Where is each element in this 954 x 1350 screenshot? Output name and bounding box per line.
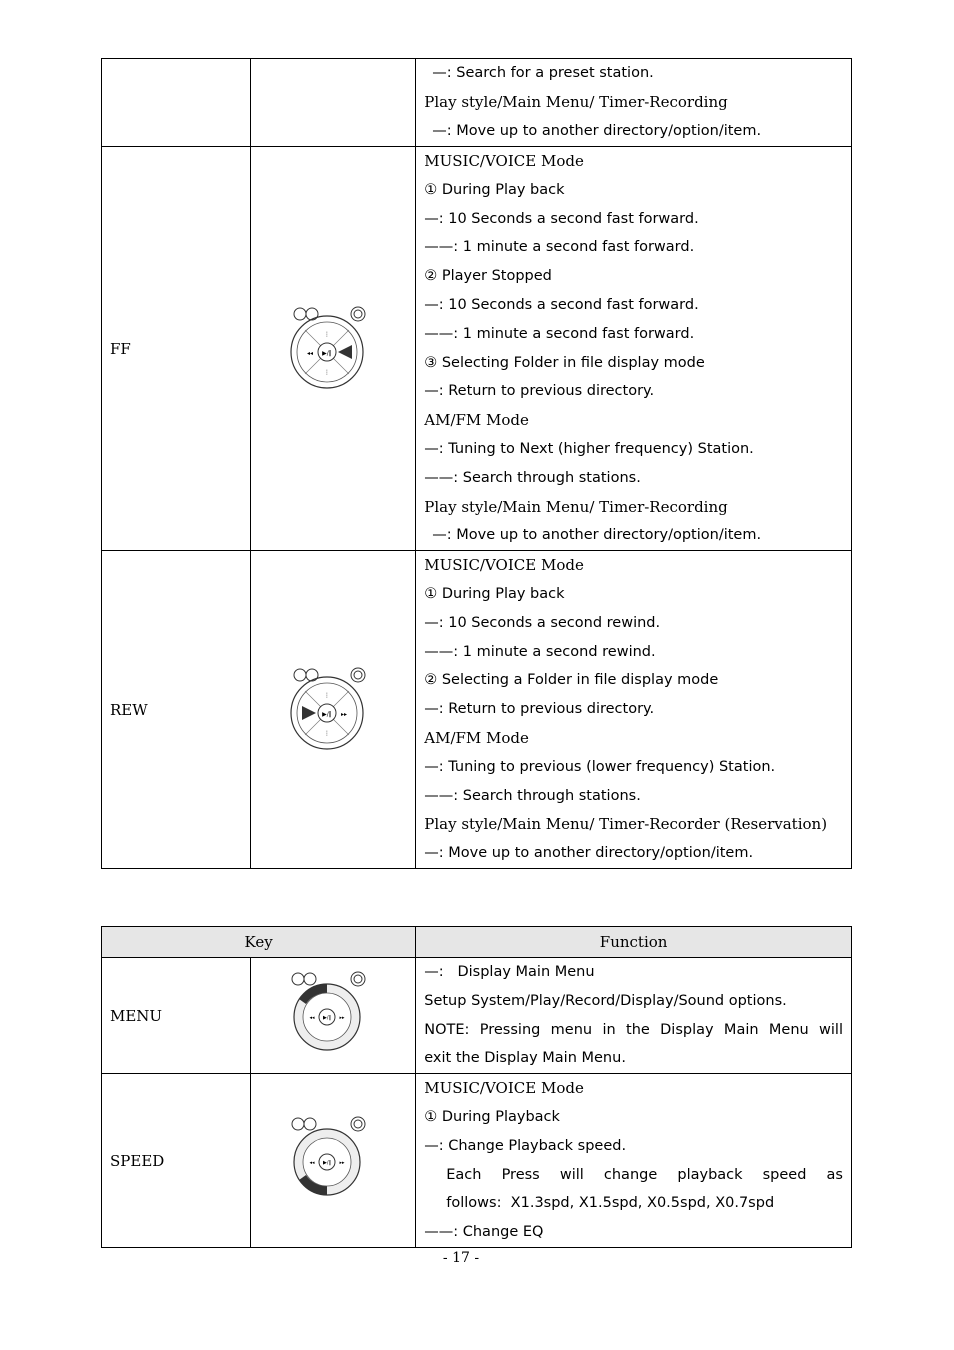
function-line: ——: 1 minute a second fast forward. bbox=[424, 239, 695, 256]
svg-text:▶/‖: ▶/‖ bbox=[322, 349, 332, 357]
table-header-row bbox=[102, 927, 852, 958]
function-line: —: 10 Seconds a second rewind. bbox=[424, 614, 661, 631]
function-line: MUSIC/VOICE Mode bbox=[424, 1079, 584, 1098]
table-row bbox=[102, 551, 852, 869]
function-line: AM/FM Mode bbox=[424, 728, 529, 747]
svg-text:⋮: ⋮ bbox=[323, 691, 330, 699]
function-line: —: Move up to another directory/option/item. bbox=[432, 122, 762, 139]
menu-button-remote-icon bbox=[288, 971, 378, 1061]
svg-text:▸▸: ▸▸ bbox=[339, 1159, 345, 1166]
function-line: MUSIC/VOICE Mode bbox=[424, 152, 584, 170]
function-line: AM/FM Mode bbox=[424, 411, 529, 430]
table-row bbox=[102, 147, 852, 551]
function-line: Play style/Main Menu/ Timer-Recording bbox=[424, 497, 728, 516]
function-line: ① During Play back bbox=[424, 585, 565, 602]
function-cell bbox=[416, 1074, 852, 1248]
function-line: —: Search for a preset station. bbox=[432, 65, 654, 81]
function-line: —: Tuning to previous (lower frequency) Station. bbox=[424, 758, 776, 775]
icon-cell bbox=[250, 1074, 416, 1248]
svg-text:◂◂: ◂◂ bbox=[306, 349, 313, 357]
function-line: ——: Change EQ bbox=[424, 1224, 544, 1241]
ff-button-remote-icon bbox=[288, 304, 378, 394]
function-line: ① During Playback bbox=[424, 1108, 560, 1125]
function-cell bbox=[416, 59, 852, 147]
function-line: NOTE: Pressing menu in the Display Main Menu will bbox=[424, 1021, 843, 1038]
function-line: —: Change Playback speed. bbox=[424, 1137, 627, 1154]
svg-text:⋮: ⋮ bbox=[323, 330, 330, 338]
rew-button-remote-icon bbox=[288, 665, 378, 755]
svg-text:⋮: ⋮ bbox=[323, 729, 330, 737]
function-line: —: Move up to another directory/option/item. bbox=[424, 845, 754, 862]
function-cell bbox=[416, 551, 852, 869]
column-header-function: Function bbox=[416, 927, 852, 958]
function-line: —: Move up to another directory/option/item. bbox=[432, 527, 762, 544]
key-name-rew: REW bbox=[102, 551, 251, 869]
function-line: Setup System/Play/Record/Display/Sound options. bbox=[424, 992, 787, 1009]
function-line: ② Selecting a Folder in file display mode bbox=[424, 672, 719, 689]
svg-text:▶/‖: ▶/‖ bbox=[322, 1159, 331, 1166]
key-function-table bbox=[101, 926, 852, 1248]
icon-cell bbox=[250, 551, 416, 869]
table-row bbox=[102, 958, 852, 1074]
function-line: —: Return to previous directory. bbox=[424, 383, 655, 400]
icon-cell bbox=[250, 59, 416, 147]
svg-text:▸▸: ▸▸ bbox=[339, 1014, 345, 1021]
table-row bbox=[102, 1074, 852, 1248]
icon-cell bbox=[250, 958, 416, 1074]
function-line: ② Player Stopped bbox=[424, 268, 552, 285]
svg-text:◂◂: ◂◂ bbox=[309, 1014, 315, 1021]
function-line: follows: X1.3spd, X1.5spd, X0.5spd, X0.7spd bbox=[446, 1195, 775, 1212]
svg-text:⋮: ⋮ bbox=[323, 368, 330, 376]
svg-text:▶/‖: ▶/‖ bbox=[322, 1014, 331, 1021]
function-line: ① During Play back bbox=[424, 181, 565, 198]
function-line: ——: 1 minute a second rewind. bbox=[424, 643, 656, 660]
function-line: ③ Selecting Folder in file display mode bbox=[424, 354, 705, 371]
page-number: - 17 - bbox=[442, 1250, 480, 1266]
function-line: ——: Search through stations. bbox=[424, 469, 641, 486]
function-line: —: Tuning to Next (higher frequency) Station. bbox=[424, 440, 754, 457]
table-row bbox=[102, 59, 852, 147]
column-header-key: Key bbox=[102, 927, 416, 958]
key-cell bbox=[102, 59, 251, 147]
function-line: —: 10 Seconds a second fast forward. bbox=[424, 210, 699, 227]
function-line: ——: Search through stations. bbox=[424, 787, 641, 804]
svg-text:▸▸: ▸▸ bbox=[340, 710, 347, 718]
function-line: MUSIC/VOICE Mode bbox=[424, 556, 584, 575]
icon-cell bbox=[250, 147, 416, 551]
function-line: Play style/Main Menu/ Timer-Recorder (Reservation) bbox=[424, 815, 828, 834]
function-line: —: 10 Seconds a second fast forward. bbox=[424, 296, 699, 313]
function-cell bbox=[416, 958, 852, 1074]
key-name-ff: FF bbox=[102, 147, 251, 551]
function-cell bbox=[416, 147, 852, 551]
key-name-speed: SPEED bbox=[102, 1074, 251, 1248]
key-function-table-continued bbox=[101, 58, 852, 869]
function-line: Play style/Main Menu/ Timer-Recording bbox=[424, 92, 728, 111]
key-name-menu: MENU bbox=[102, 958, 251, 1074]
svg-text:◂◂: ◂◂ bbox=[309, 1159, 315, 1166]
speed-button-remote-icon bbox=[288, 1116, 378, 1206]
svg-text:▶/‖: ▶/‖ bbox=[322, 710, 332, 718]
function-line: ——: 1 minute a second fast forward. bbox=[424, 325, 695, 342]
function-line: —: Return to previous directory. bbox=[424, 701, 655, 718]
function-line: exit the Display Main Menu. bbox=[424, 1050, 626, 1067]
function-line: —: Display Main Menu bbox=[424, 964, 595, 980]
function-line: Each Press will change playback speed as bbox=[446, 1166, 843, 1183]
